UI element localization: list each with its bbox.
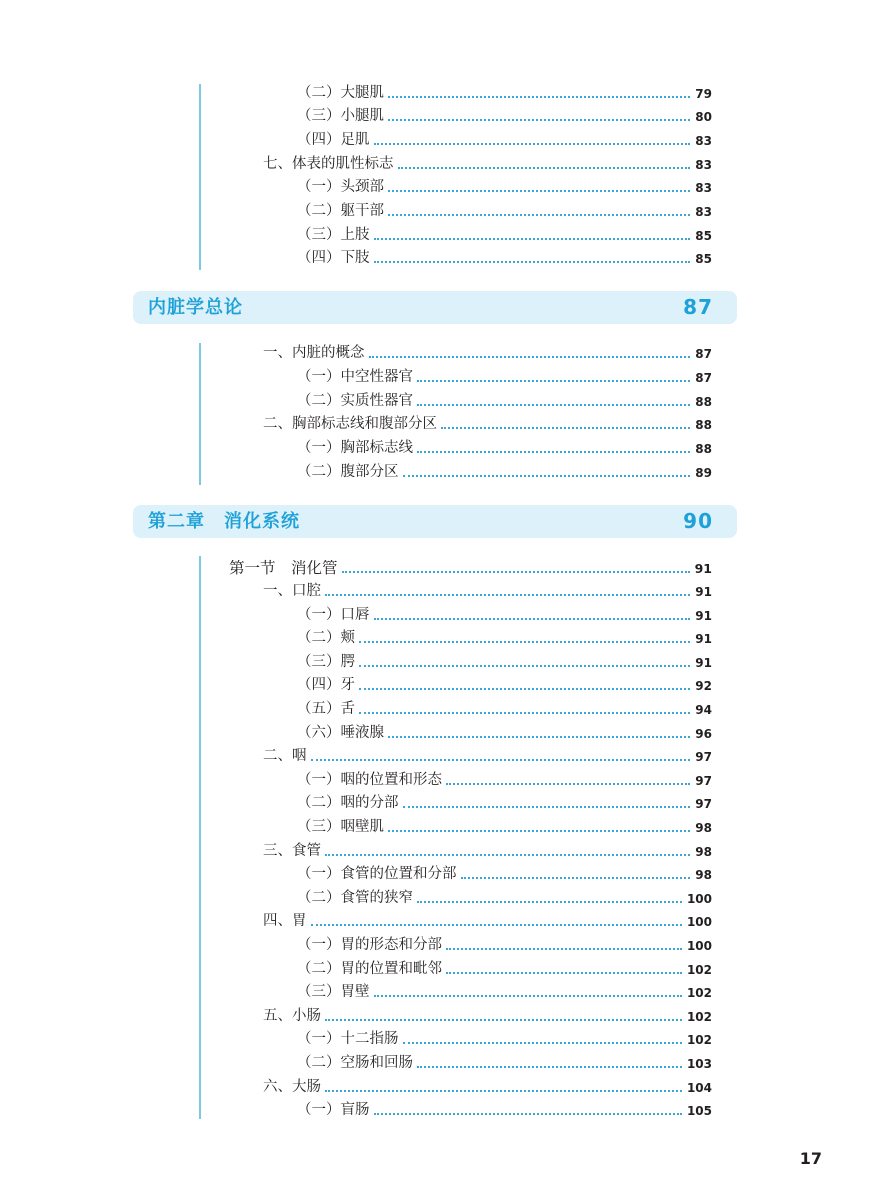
toc-entry-label: （二）腹部分区 — [297, 464, 399, 480]
toc-entry-label: 三、食管 — [263, 843, 321, 859]
toc-entry[interactable] — [263, 911, 712, 931]
toc-entry-label: 一、内脏的概念 — [263, 345, 365, 361]
toc-entry-page: 85 — [695, 252, 712, 266]
toc-entry-page: 105 — [686, 1104, 712, 1118]
toc-entry-page: 88 — [695, 395, 712, 409]
toc-entry-page: 94 — [695, 703, 712, 717]
toc-leader-dots — [311, 924, 682, 926]
toc-entry-page: 79 — [695, 87, 712, 101]
toc-entry-label: （五）舌 — [297, 701, 355, 717]
toc-entry[interactable] — [297, 959, 712, 979]
toc-entry[interactable] — [297, 628, 712, 648]
toc-leader-dots — [403, 1042, 682, 1044]
part-heading-banner[interactable] — [133, 291, 737, 324]
toc-leader-dots — [417, 1066, 682, 1068]
toc-entry[interactable] — [297, 130, 712, 150]
toc-entry-page: 87 — [695, 347, 712, 361]
toc-leader-dots — [388, 214, 690, 216]
toc-entry-page: 91 — [695, 632, 712, 646]
toc-leader-dots — [325, 1019, 682, 1021]
toc-entry[interactable] — [297, 201, 712, 221]
toc-leader-dots — [342, 571, 690, 573]
toc-entry-page: 96 — [695, 727, 712, 741]
toc-entry[interactable] — [263, 581, 712, 601]
toc-entry-label: （三）小腿肌 — [297, 108, 384, 124]
toc-leader-dots — [388, 190, 690, 192]
toc-leader-dots — [325, 1090, 682, 1092]
toc-leader-dots — [359, 688, 690, 690]
toc-entry-label: （一）胸部标志线 — [297, 440, 413, 456]
toc-entry-label: （一）头颈部 — [297, 179, 384, 195]
toc-entry-page: 98 — [695, 845, 712, 859]
toc-entry[interactable] — [297, 770, 712, 790]
toc-leader-dots — [388, 830, 690, 832]
toc-entry[interactable] — [263, 841, 712, 861]
toc-leader-dots — [311, 759, 691, 761]
toc-entry-label: （三）腭 — [297, 654, 355, 670]
toc-entry-label: 一、口腔 — [263, 583, 321, 599]
toc-entry-label: （一）食管的位置和分部 — [297, 866, 457, 882]
toc-entry-page: 91 — [695, 656, 712, 670]
toc-leader-dots — [417, 451, 690, 453]
toc-entry[interactable] — [263, 746, 712, 766]
toc-vertical-rule — [199, 556, 201, 1119]
toc-leader-dots — [388, 119, 690, 121]
toc-entry[interactable] — [297, 864, 712, 884]
part-heading-title: 内脏学总论 — [148, 297, 243, 318]
toc-entry[interactable] — [297, 177, 712, 197]
toc-entry-label: 二、胸部标志线和腹部分区 — [263, 416, 437, 432]
toc-leader-dots — [369, 356, 691, 358]
toc-entry-page: 102 — [686, 1033, 712, 1047]
toc-entry-label: （三）咽壁肌 — [297, 819, 384, 835]
toc-leader-dots — [374, 238, 691, 240]
toc-leader-dots — [403, 475, 691, 477]
toc-entry[interactable] — [297, 699, 712, 719]
toc-entry-page: 100 — [686, 915, 712, 929]
toc-entry-page: 83 — [695, 158, 712, 172]
toc-entry-label: （四）下肢 — [297, 250, 370, 266]
toc-entry-page: 100 — [686, 939, 712, 953]
toc-entry-page: 102 — [686, 1010, 712, 1024]
toc-entry[interactable] — [297, 462, 712, 482]
toc-leader-dots — [441, 427, 690, 429]
toc-entry-label: （一）中空性器官 — [297, 369, 413, 385]
toc-leader-dots — [417, 901, 682, 903]
toc-entry-page: 85 — [695, 229, 712, 243]
toc-entry-page: 83 — [695, 181, 712, 195]
toc-entry[interactable] — [297, 391, 712, 411]
toc-section-label: 第一节 消化管 — [229, 559, 338, 577]
toc-entry[interactable] — [297, 438, 712, 458]
toc-entry[interactable] — [297, 1100, 712, 1120]
toc-entry-page: 102 — [686, 986, 712, 1000]
toc-entry-label: （一）胃的形态和分部 — [297, 937, 442, 953]
toc-entry[interactable] — [297, 652, 712, 672]
toc-leader-dots — [403, 806, 691, 808]
toc-entry-page: 104 — [686, 1081, 712, 1095]
toc-entry-label: 四、胃 — [263, 913, 307, 929]
toc-entry[interactable] — [263, 1077, 712, 1097]
toc-entry-label: （一）十二指肠 — [297, 1031, 399, 1047]
toc-entry-page: 92 — [695, 679, 712, 693]
toc-entry[interactable] — [297, 1053, 712, 1073]
toc-entry-label: （三）胃壁 — [297, 984, 370, 1000]
toc-entry[interactable] — [297, 225, 712, 245]
toc-entry-page: 88 — [695, 418, 712, 432]
toc-vertical-rule — [199, 84, 201, 270]
toc-entry-label: 七、体表的肌性标志 — [263, 156, 394, 172]
toc-entry[interactable] — [297, 1029, 712, 1049]
toc-entry-page: 100 — [686, 892, 712, 906]
toc-entry-page: 83 — [695, 205, 712, 219]
toc-leader-dots — [398, 167, 691, 169]
toc-entry-label: （二）大腿肌 — [297, 85, 384, 101]
toc-entry-page: 87 — [695, 371, 712, 385]
toc-entry-page: 98 — [695, 821, 712, 835]
toc-entry-page: 97 — [695, 774, 712, 788]
toc-entry[interactable] — [263, 154, 712, 174]
toc-entry[interactable] — [263, 414, 712, 434]
toc-leader-dots — [461, 877, 691, 879]
toc-leader-dots — [446, 972, 682, 974]
toc-entry-page: 103 — [686, 1057, 712, 1071]
toc-entry[interactable] — [297, 817, 712, 837]
toc-leader-dots — [374, 143, 691, 145]
toc-entry-label: 六、大肠 — [263, 1079, 321, 1095]
toc-entry[interactable] — [297, 605, 712, 625]
toc-entry-label: （二）食管的狭窄 — [297, 890, 413, 906]
toc-entry-page: 91 — [695, 585, 712, 599]
toc-entry-label: 五、小肠 — [263, 1008, 321, 1024]
toc-leader-dots — [325, 854, 690, 856]
toc-entry[interactable] — [297, 982, 712, 1002]
chapter-heading-title: 第二章 消化系统 — [148, 511, 300, 532]
toc-entry-label: （六）唾液腺 — [297, 725, 384, 741]
toc-entry-page: 98 — [695, 868, 712, 882]
toc-entry-label: （二）颊 — [297, 630, 355, 646]
toc-entry-label: 二、咽 — [263, 748, 307, 764]
toc-entry-page: 83 — [695, 134, 712, 148]
toc-entry[interactable] — [297, 723, 712, 743]
toc-entry[interactable] — [263, 343, 712, 363]
toc-leader-dots — [446, 948, 682, 950]
toc-leader-dots — [388, 96, 690, 98]
toc-leader-dots — [359, 712, 690, 714]
toc-entry-label: （一）咽的位置和形态 — [297, 772, 442, 788]
toc-entry-label: （二）实质性器官 — [297, 393, 413, 409]
toc-entry[interactable] — [297, 888, 712, 908]
toc-entry[interactable] — [297, 106, 712, 126]
toc-section-page: 91 — [694, 561, 712, 576]
toc-entry-label: （一）盲肠 — [297, 1102, 370, 1118]
toc-entry-page: 97 — [695, 797, 712, 811]
chapter-heading-banner[interactable] — [133, 505, 737, 538]
toc-leader-dots — [388, 736, 690, 738]
toc-entry-label: （二）空肠和回肠 — [297, 1055, 413, 1071]
toc-leader-dots — [359, 665, 690, 667]
toc-leader-dots — [417, 380, 690, 382]
toc-entry-page: 80 — [695, 110, 712, 124]
toc-leader-dots — [417, 404, 690, 406]
toc-leader-dots — [374, 618, 691, 620]
toc-leader-dots — [374, 995, 682, 997]
toc-entry-page: 97 — [695, 750, 712, 764]
toc-leader-dots — [359, 641, 690, 643]
toc-entry[interactable] — [263, 1006, 712, 1026]
toc-entry-label: （四）足肌 — [297, 132, 370, 148]
toc-entry-page: 102 — [686, 963, 712, 977]
toc-entry-label: （四）牙 — [297, 677, 355, 693]
toc-leader-dots — [374, 1113, 682, 1115]
chapter-heading-page: 90 — [683, 509, 713, 533]
toc-entry-page: 91 — [695, 609, 712, 623]
toc-entry[interactable] — [297, 83, 712, 103]
toc-entry[interactable] — [297, 367, 712, 387]
toc-leader-dots — [325, 594, 690, 596]
part-heading-page: 87 — [683, 295, 713, 319]
toc-entry[interactable] — [297, 248, 712, 268]
toc-entry-page: 89 — [695, 466, 712, 480]
toc-entry[interactable] — [297, 793, 712, 813]
toc-entry[interactable] — [297, 675, 712, 695]
toc-entry-label: （一）口唇 — [297, 607, 370, 623]
toc-entry-label: （二）咽的分部 — [297, 795, 399, 811]
toc-entry-label: （二）躯干部 — [297, 203, 384, 219]
toc-vertical-rule — [199, 343, 201, 485]
page-number: 17 — [799, 1149, 822, 1168]
toc-leader-dots — [374, 261, 691, 263]
toc-section-entry[interactable] — [229, 558, 712, 578]
toc-entry-page: 88 — [695, 442, 712, 456]
toc-entry-label: （三）上肢 — [297, 227, 370, 243]
toc-entry[interactable] — [297, 935, 712, 955]
toc-leader-dots — [446, 783, 690, 785]
toc-entry-label: （二）胃的位置和毗邻 — [297, 961, 442, 977]
